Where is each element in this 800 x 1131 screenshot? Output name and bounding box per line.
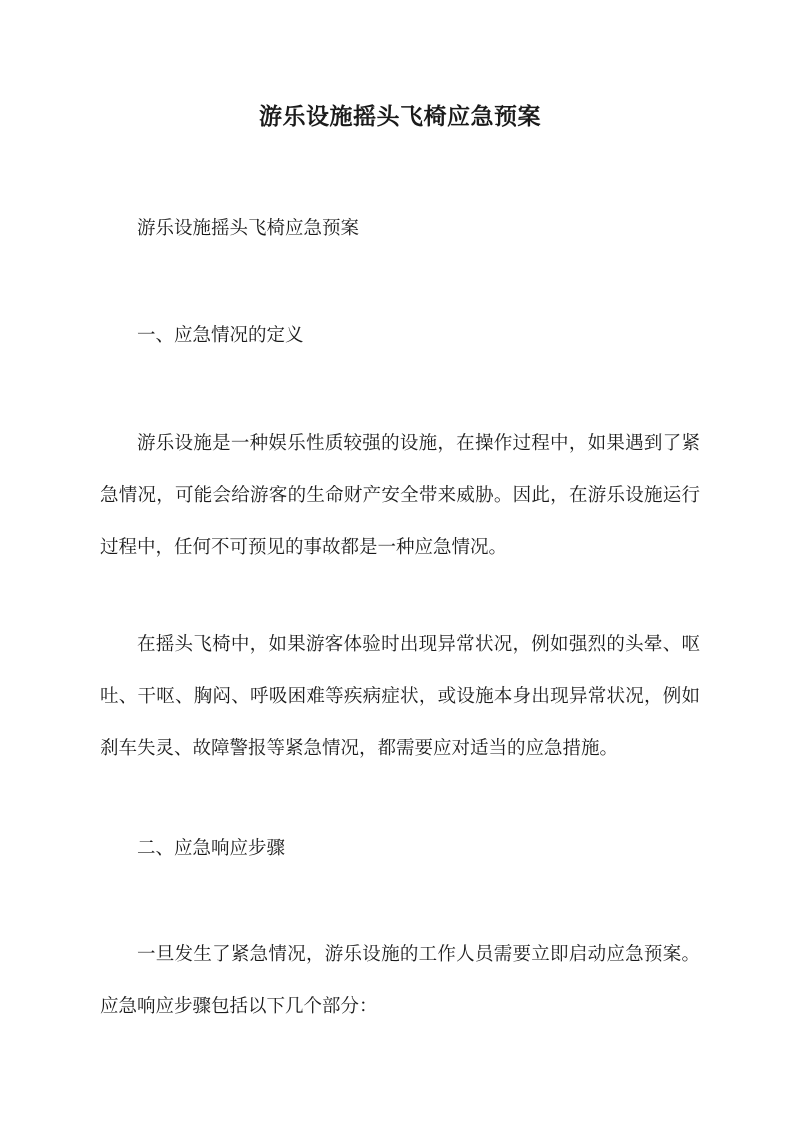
paragraph-response-steps-1: 一旦发生了紧急情况，游乐设施的工作人员需要立即启动应急预案。应急响应步骤包括以下几个部分： xyxy=(100,944,700,1017)
paragraph-definition-1: 游乐设施是一种娱乐性质较强的设施，在操作过程中，如果遇到了紧急情况，可能会给游客的生命财产安全带来威胁。因此，在游乐设施运行过程中，任何不可预见的事故都是一种应急情况。 xyxy=(100,433,700,558)
section-heading-definition: 一、应急情况的定义 xyxy=(137,325,304,346)
document-subtitle: 游乐设施摇头飞椅应急预案 xyxy=(137,218,360,239)
document-title: 游乐设施摇头飞椅应急预案 xyxy=(259,103,541,130)
paragraph-definition-2: 在摇头飞椅中，如果游客体验时出现异常状况，例如强烈的头晕、呕吐、干呕、胸闷、呼吸困难等疾病症状，或设施本身出现异常状况，例如刹车失灵、故障警报等紧急情况，都需要应对适当的应急措施。 xyxy=(100,634,700,759)
section-heading-response-steps: 二、应急响应步骤 xyxy=(137,838,286,859)
